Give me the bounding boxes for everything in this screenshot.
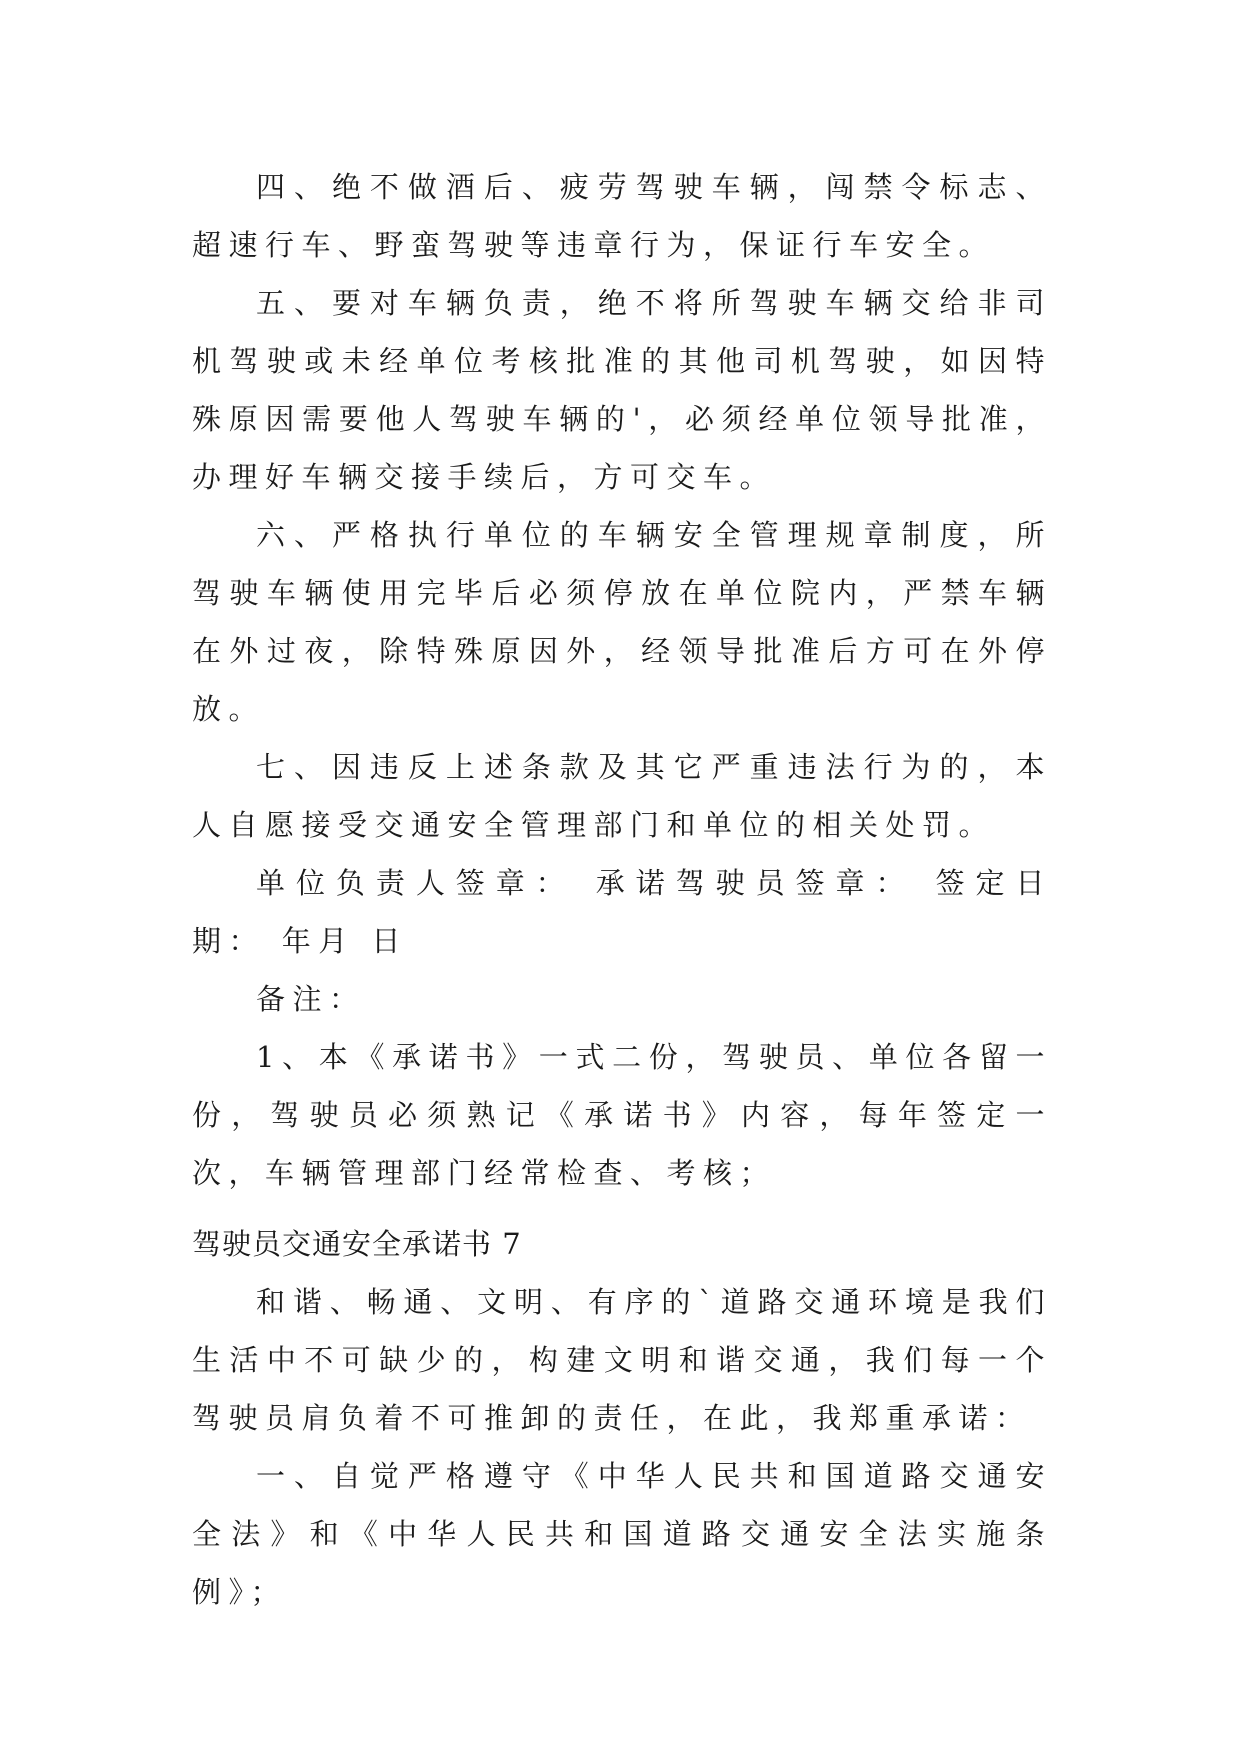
note-label: 备注：	[256, 982, 366, 1016]
intro-paragraph: 和谐、畅通、文明、有序的`道路交通环境是我们生活中不可缺少的，构建文明和谐交通，我们每一个驾驶员肩负着不可推卸的责任，在此，我郑重承诺：	[192, 1285, 1052, 1435]
clause-4: 四、绝不做酒后、疲劳驾驶车辆，闯禁令标志、超速行车、野蛮驾驶等违章行为，保证行车安全。	[192, 170, 1052, 262]
section-title: 驾驶员交通安全承诺书 7	[192, 1227, 522, 1261]
clause-5: 五、要对车辆负责，绝不将所驾驶车辆交给非司机驾驶或未经单位考核批准的其他司机驾驶，如因特殊原因需要他人驾驶车辆的'，必须经单位领导批准，办理好车辆交接手续后，方可交车。	[192, 286, 1052, 494]
clause-7: 七、因违反上述条款及其它严重违法行为的，本人自愿接受交通安全管理部门和单位的相关处罚。	[192, 750, 1052, 842]
commitment-letter-7	[192, 1215, 1052, 1621]
clause-6: 六、严格执行单位的车辆安全管理规章制度，所驾驶车辆使用完毕后必须停放在单位院内，严禁车辆在外过夜，除特殊原因外，经领导批准后方可在外停放。	[192, 518, 1052, 726]
commitment-clauses	[192, 158, 1052, 1202]
clause-1: 一、自觉严格遵守《中华人民共和国道路交通安全法》和《中华人民共和国道路交通安全法实施条例》；	[192, 1459, 1052, 1609]
note-item-1: 1、本《承诺书》一式二份，驾驶员、单位各留一份，驾驶员必须熟记《承诺书》内容，每年签定一次，车辆管理部门经常检查、考核；	[192, 1040, 1052, 1190]
signature-line: 单位负责人签章： 承诺驾驶员签章： 签定日期： 年月 日	[192, 866, 1052, 958]
